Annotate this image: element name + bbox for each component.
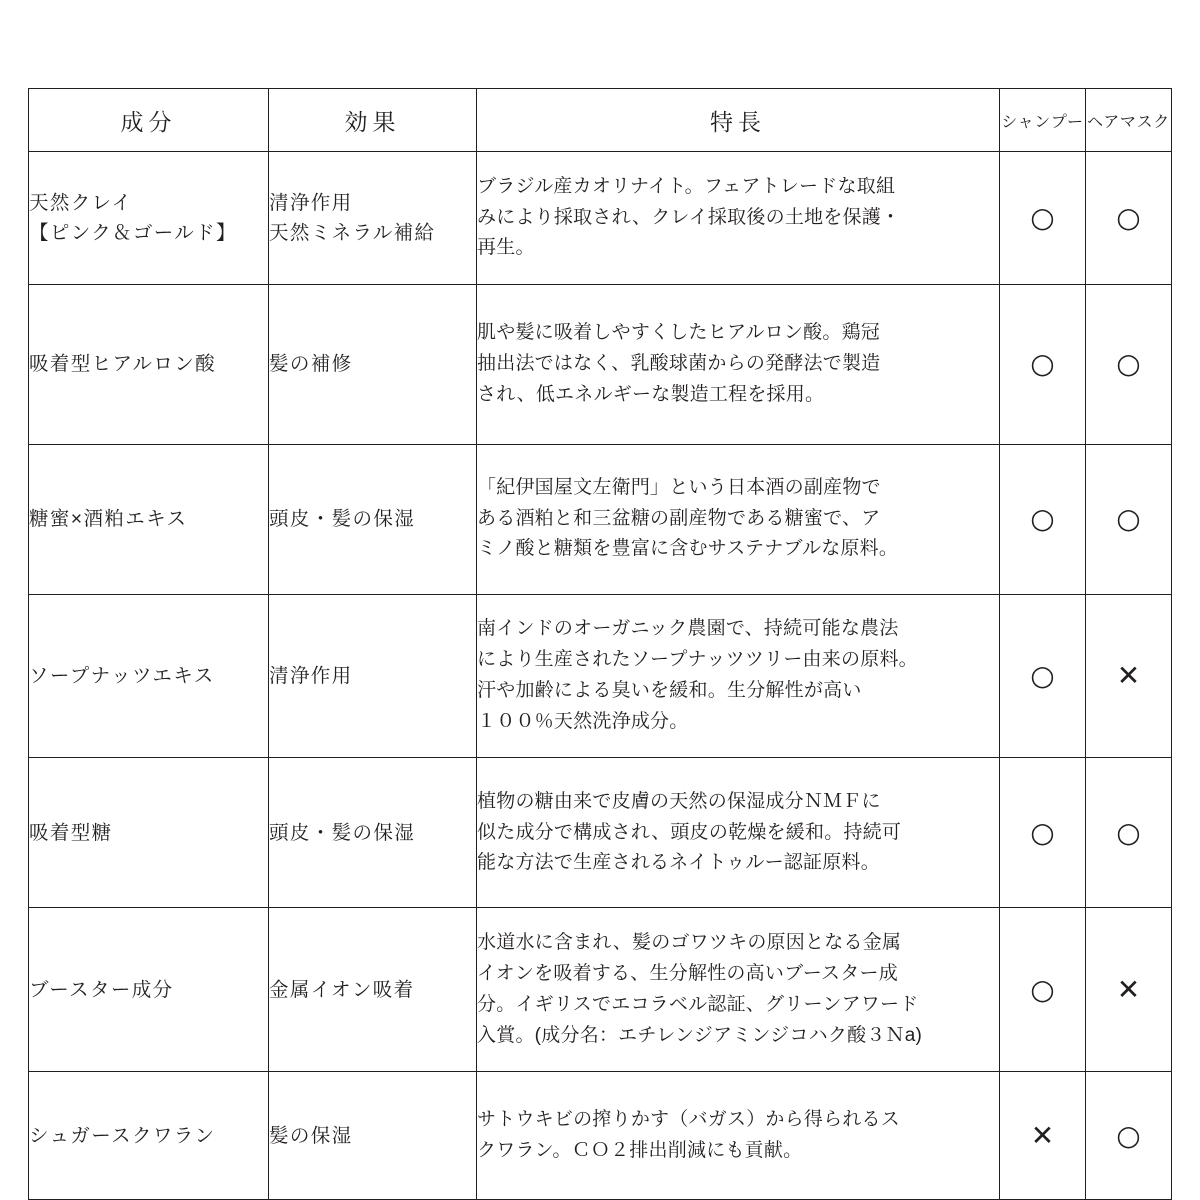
header-hair-mask: ヘアマスク: [1086, 89, 1172, 152]
status-mark: ○: [1116, 347, 1141, 381]
status-mark: ○: [1030, 347, 1055, 381]
feature-line: ブラジル産カオリナイト。フェアトレードな取組: [477, 175, 896, 197]
cell-shampoo-mark: [1000, 758, 1086, 908]
cell-mask-mark: [1086, 594, 1172, 758]
cell-mask-mark: [1086, 284, 1172, 444]
cell-effect: [269, 594, 477, 758]
feature-line: 水道水に含まれ、髪のゴワツキの原因となる金属: [477, 932, 902, 954]
cell-feature: [477, 152, 1000, 285]
cell-effect: [269, 152, 477, 285]
cell-shampoo-mark: [1000, 284, 1086, 444]
feature-line: サトウキビの搾りかす（バガス）から得られるス: [477, 1108, 901, 1130]
feature-line: により生産されたソープナッツツリー由来の原料。: [477, 649, 918, 671]
feature-line: ある酒粕と和三盆糖の副産物である糖蜜で、ア: [477, 507, 881, 529]
effect-line: 清浄作用: [269, 191, 353, 214]
table-row: [29, 444, 1172, 594]
effect-line: 髪の補修: [269, 353, 353, 376]
cell-shampoo-mark: [1000, 594, 1086, 758]
cell-mask-mark: [1086, 908, 1172, 1072]
feature-line: 抽出法ではなく、乳酸球菌からの発酵法で製造: [477, 352, 881, 374]
cell-feature: [477, 594, 1000, 758]
ingredients-table: [28, 88, 1172, 1200]
effect-line: 髪の保湿: [269, 1124, 353, 1147]
cell-shampoo-mark: [1000, 908, 1086, 1072]
cell-effect: [269, 1072, 477, 1200]
feature-line: イオンを吸着する、生分解性の高いブースター成: [477, 963, 898, 985]
feature-line: 植物の糖由来で皮膚の天然の保湿成分ＮＭＦに: [477, 790, 881, 812]
cell-shampoo-mark: [1000, 1072, 1086, 1200]
cell-feature: [477, 284, 1000, 444]
feature-line: 汗や加齢による臭いを緩和。生分解性が高い: [477, 680, 862, 702]
cell-effect: [269, 758, 477, 908]
cell-ingredient: [29, 1072, 269, 1200]
cell-ingredient: [29, 444, 269, 594]
feature-line: 似た成分で構成され、頭皮の乾燥を緩和。持続可: [477, 821, 902, 843]
feature-line: 能な方法で生産されるネイトゥルー認証原料。: [477, 852, 880, 874]
feature-line: クワラン。ＣＯ２排出削減にも貢献。: [477, 1139, 803, 1161]
effect-line: 頭皮・髪の保湿: [269, 821, 416, 844]
status-mark: ○: [1030, 815, 1055, 849]
header-shampoo: シャンプー: [1000, 89, 1086, 152]
feature-line: １００％天然洗浄成分。: [477, 710, 689, 732]
cell-feature: [477, 1072, 1000, 1200]
cell-effect: [269, 444, 477, 594]
feature-line: 分。イギリスでエコラベル認証、グリーンアワード: [477, 993, 919, 1015]
cell-mask-mark: [1086, 444, 1172, 594]
cell-ingredient: [29, 152, 269, 285]
header-feature: 特長: [477, 89, 1000, 152]
status-mark: ○: [1116, 502, 1141, 536]
feature-line: ミノ酸と糖類を豊富に含むサステナブルな原料。: [477, 538, 899, 560]
cell-ingredient: [29, 908, 269, 1072]
cell-ingredient: [29, 594, 269, 758]
feature-line: 再生。: [477, 237, 535, 259]
status-mark: ○: [1116, 200, 1141, 234]
cell-feature: [477, 758, 1000, 908]
cell-effect: [269, 908, 477, 1072]
feature-line: され、低エネルギーな製造工程を採用。: [477, 383, 825, 405]
cell-mask-mark: [1086, 1072, 1172, 1200]
feature-line: みにより採取され、クレイ採取後の土地を保護・: [477, 206, 901, 228]
table-row: [29, 594, 1172, 758]
status-mark: ✕: [1116, 972, 1141, 1006]
status-mark: ✕: [1116, 659, 1141, 693]
table-header: [29, 89, 1172, 152]
status-mark: ○: [1030, 200, 1055, 234]
cell-shampoo-mark: [1000, 152, 1086, 285]
table-row: [29, 1072, 1172, 1200]
effect-line: 頭皮・髪の保湿: [269, 507, 416, 530]
ingredient-line: 【ピンク＆ゴールド】: [29, 221, 237, 244]
cell-shampoo-mark: [1000, 444, 1086, 594]
cell-ingredient: [29, 758, 269, 908]
ingredient-line: 糖蜜×酒粕エキス: [29, 507, 188, 530]
ingredient-line: ブースター成分: [29, 978, 174, 1001]
table-row: [29, 284, 1172, 444]
effect-line: 金属イオン吸着: [269, 978, 415, 1001]
status-mark: ○: [1030, 502, 1055, 536]
cell-mask-mark: [1086, 152, 1172, 285]
feature-line: 入賞。(成分名：エチレンジアミンジコハク酸３Ｎa): [477, 1024, 923, 1046]
table-row: [29, 152, 1172, 285]
cell-mask-mark: [1086, 758, 1172, 908]
status-mark: ✕: [1030, 1118, 1055, 1152]
header-ingredient: 成分: [29, 89, 269, 152]
table-row: [29, 758, 1172, 908]
cell-ingredient: [29, 284, 269, 444]
ingredient-line: 吸着型糖: [29, 821, 113, 844]
status-mark: ○: [1030, 972, 1055, 1006]
cell-effect: [269, 284, 477, 444]
table-body: [29, 152, 1172, 1200]
ingredient-line: ソープナッツエキス: [29, 664, 215, 687]
status-mark: ○: [1030, 659, 1055, 693]
feature-line: 南インドのオーガニック農園で、持続可能な農法: [477, 618, 899, 640]
cell-feature: [477, 908, 1000, 1072]
table-row: [29, 908, 1172, 1072]
effect-line: 天然ミネラル補給: [269, 221, 436, 244]
effect-line: 清浄作用: [269, 664, 353, 687]
header-effect: 効果: [269, 89, 477, 152]
feature-line: 肌や髪に吸着しやすくしたヒアルロン酸。鶏冠: [477, 322, 881, 344]
status-mark: ○: [1116, 815, 1141, 849]
ingredient-line: 天然クレイ: [29, 191, 133, 214]
cell-feature: [477, 444, 1000, 594]
status-mark: ○: [1116, 1118, 1141, 1152]
ingredient-line: 吸着型ヒアルロン酸: [29, 353, 217, 376]
header-row: [29, 89, 1172, 152]
ingredient-line: シュガースクワラン: [29, 1124, 216, 1147]
feature-line: 「紀伊国屋文左衛門」という日本酒の副産物で: [477, 476, 881, 498]
